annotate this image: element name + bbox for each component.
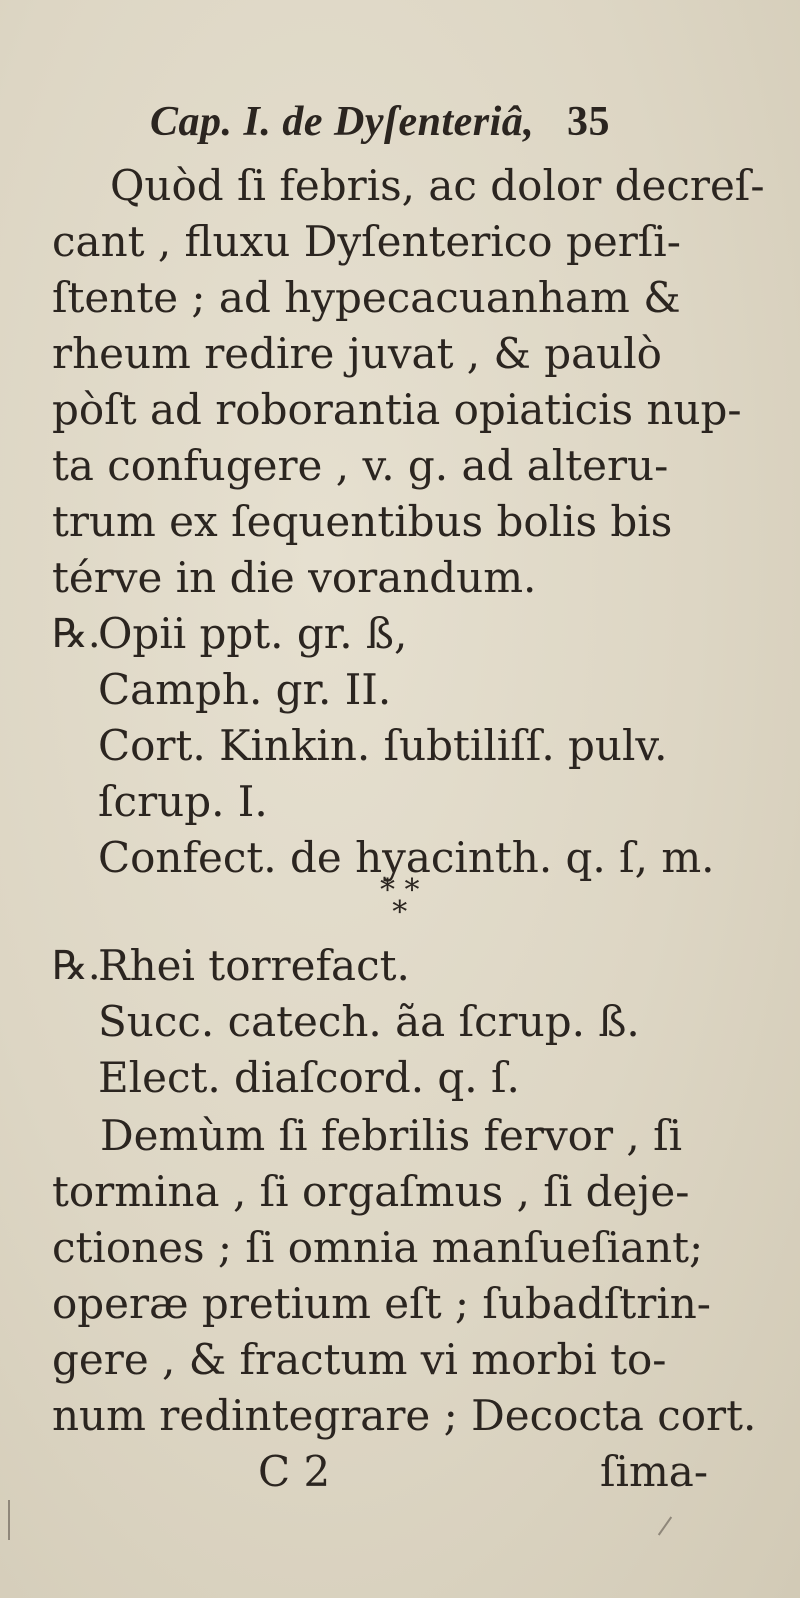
recipe-line: Succ. catech. ãa ſcrup. ß. <box>98 997 640 1046</box>
asterism-divider: * * * <box>380 873 420 930</box>
recipe-line: Elect. diaſcord. q. ſ. <box>98 1053 520 1102</box>
body-line: ta confugere , v. g. ad alteru- <box>52 441 669 490</box>
body-line: operæ pretium eſt ; ſubadſtrin- <box>52 1279 711 1328</box>
body-line: Quòd ſi febris, ac dolor decreſ- <box>110 161 765 210</box>
recipe-line: Opii ppt. gr. ß, <box>98 609 408 658</box>
recipe-symbol: ℞. <box>52 611 101 657</box>
catchword: ſima- <box>600 1447 709 1496</box>
running-title: Cap. I. de Dyſenteriâ, <box>150 99 535 145</box>
page-number: 35 <box>567 99 610 145</box>
recipe-symbol: ℞. <box>52 943 101 989</box>
body-line: Demùm ſi febrilis fervor , ſi <box>100 1111 683 1160</box>
signature-mark: C 2 <box>258 1447 331 1496</box>
body-line: cant , fluxu Dyſenterico perſi- <box>52 217 681 266</box>
body-line: ſtente ; ad hypecacuanham & <box>52 273 681 322</box>
body-line: térve in die vorandum. <box>52 553 537 602</box>
body-line: tormina , ſi orgaſmus , ſi deje- <box>52 1167 690 1216</box>
page-edge-mark <box>8 1500 10 1540</box>
recipe-line: Confect. de hyacinth. q. ſ, m. <box>98 833 715 882</box>
recipe-line: Rhei torrefact. <box>98 941 410 990</box>
running-header <box>150 98 610 154</box>
recipe-line: Cort. Kinkin. ſubtiliſſ. pulv. <box>98 721 668 770</box>
body-line: rheum redire juvat , & paulò <box>52 329 662 378</box>
body-line: pòſt ad roborantia opiaticis nup- <box>52 385 742 434</box>
body-line: gere , & fractum vi morbi to- <box>52 1335 667 1384</box>
recipe-line: ſcrup. I. <box>98 777 268 826</box>
ink-mark <box>658 1516 672 1535</box>
body-line: trum ex ſequentibus bolis bis <box>52 497 673 546</box>
body-line: num redintegrare ; Decocta cort. <box>52 1391 757 1440</box>
recipe-line: Camph. gr. II. <box>98 665 392 714</box>
body-line: ctiones ; ſi omnia manſueſiant; <box>52 1223 704 1272</box>
